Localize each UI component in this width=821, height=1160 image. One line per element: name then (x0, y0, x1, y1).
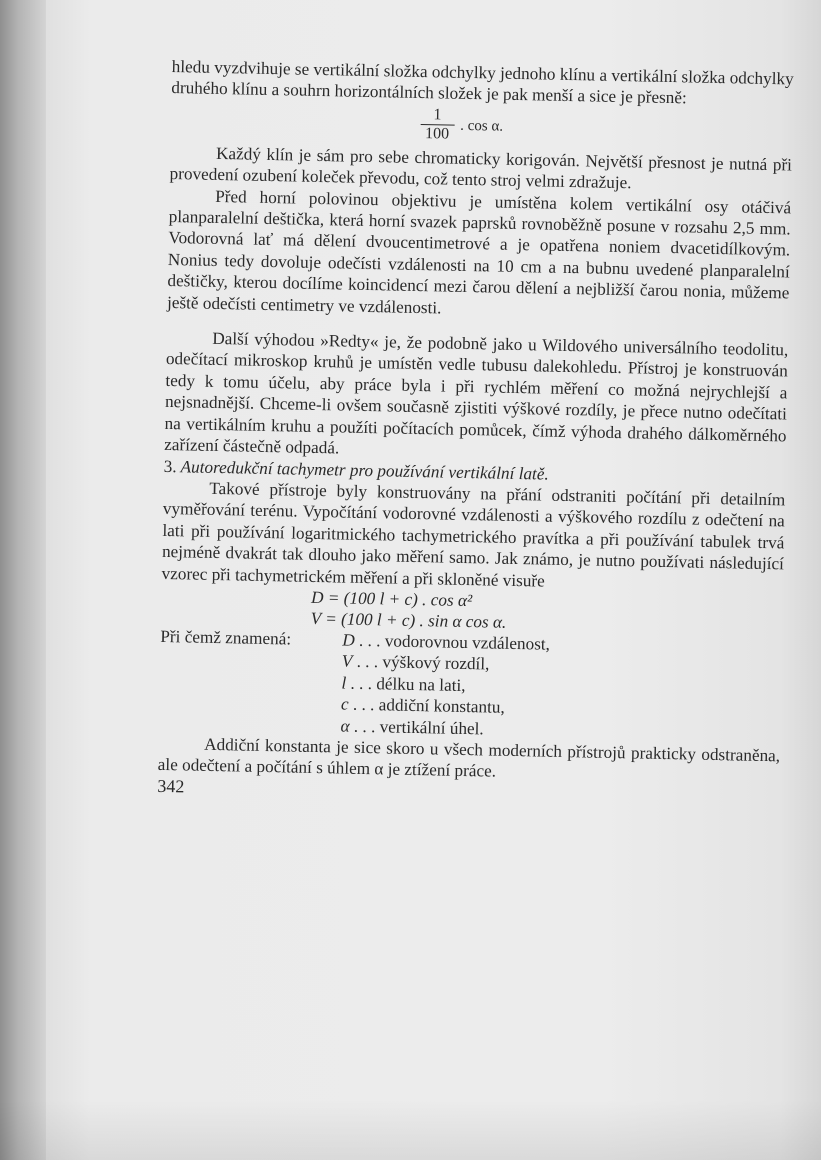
paragraph-4: Další výhodou »Redty« je, že podobně jako u Wildového universálního teodolitu, odečítací mikroskop kruhů je umístěn vedle tubusu dalekohledu. Přístroj je konstruován tedy k tomu účelu, aby práce byla i při rychlém měření co možná nejrychlejší a nejsnadnější. Chceme-li ovšem současně zjistiti výškové rozdíly, je přece nutno odečítati na vertikálním kruhu a použíti počítacích pomůcek, čímž výhoda drahého dálkoměrného zařízení částečně odpadá. (164, 328, 789, 458)
legend-item: V . . . výškový rozdíl, (341, 651, 490, 674)
fraction (420, 106, 455, 144)
paragraph-3: Před horní polovinou objektivu je umístěna kolem vertikální osy otáčivá planparalelní deštička, která horní svazek paprsků rovnoběžně posune v rozsahu 2,5 mm. Vodorovná lať má dělení dvoucentimetrové a je opatřena noniem dvacetidílkovým. Nonius tedy dovoluje odečísti vzdálenosti na 10 cm a na bubnu uvedené planparalelní deštičky, kterou docílíme koincidencí mezi čarou dělení a nejbližší čarou nonia, můžeme ještě odečísti centimetry ve vzdálenosti. (166, 186, 792, 318)
page-number: 342 (157, 775, 185, 797)
binding-gutter (0, 0, 46, 1160)
fraction-tail: . cos α. (460, 117, 504, 135)
formula-distance: D = (100 l + c) . cos α² (310, 587, 473, 611)
legend-lead: Při čemž znamená: (160, 626, 292, 649)
formula-height: V = (100 l + c) . sin α cos α. (310, 608, 507, 632)
fraction-denominator: 100 (424, 124, 450, 143)
legend-item: c . . . addiční konstantu, (340, 694, 505, 717)
section-title: Autoredukční tachymetr pro používání vertikální latě. (180, 456, 549, 484)
text-block (157, 56, 794, 810)
section-number: 3. (163, 456, 177, 476)
fraction-numerator: 1 (433, 106, 442, 124)
paragraph-5: Takové přístroje byly konstruovány na přání odstraniti počítání při detailním vyměřování terénu. Vypočítání vodorovné vzdálenosti a výškového rozdílu z odečtení na lati při používání logaritmického tachymetrického pravítka a při používání tabulek trvá nejméně dvakrát tak dlouho jako měření samo. Jak známo, je nutno používati následující vzorec při tachymetrickém měření a při skloněné visuře (161, 478, 786, 591)
symbol-legend (158, 626, 782, 745)
paragraph-1: hledu vyzdvihuje se vertikální složka odchylky jednoho klínu a vertikální složka odchylky druhého klínu a souhrn horizontálních složek je pak menší a sice je přesně: (171, 56, 794, 108)
legend-item: α . . . vertikální úhel. (340, 716, 484, 738)
paragraph-6: Addiční konstanta je sice skoro u všech moderních přístrojů prakticky odstraněna, ale odečtení a počítání s úhlem α je ztížení práce. (157, 734, 781, 782)
legend-item: D . . . vodorovnou vzdálenost, (342, 630, 551, 654)
legend-item: l . . . délku na lati, (341, 673, 466, 695)
page-shadow (0, 1100, 821, 1160)
paragraph-2: Každý klín je sám pro sebe chromaticky korigován. Největší přesnost je nutná při provedení ozubení koleček převodu, což tento stroj velmi zdražuje. (169, 143, 793, 193)
